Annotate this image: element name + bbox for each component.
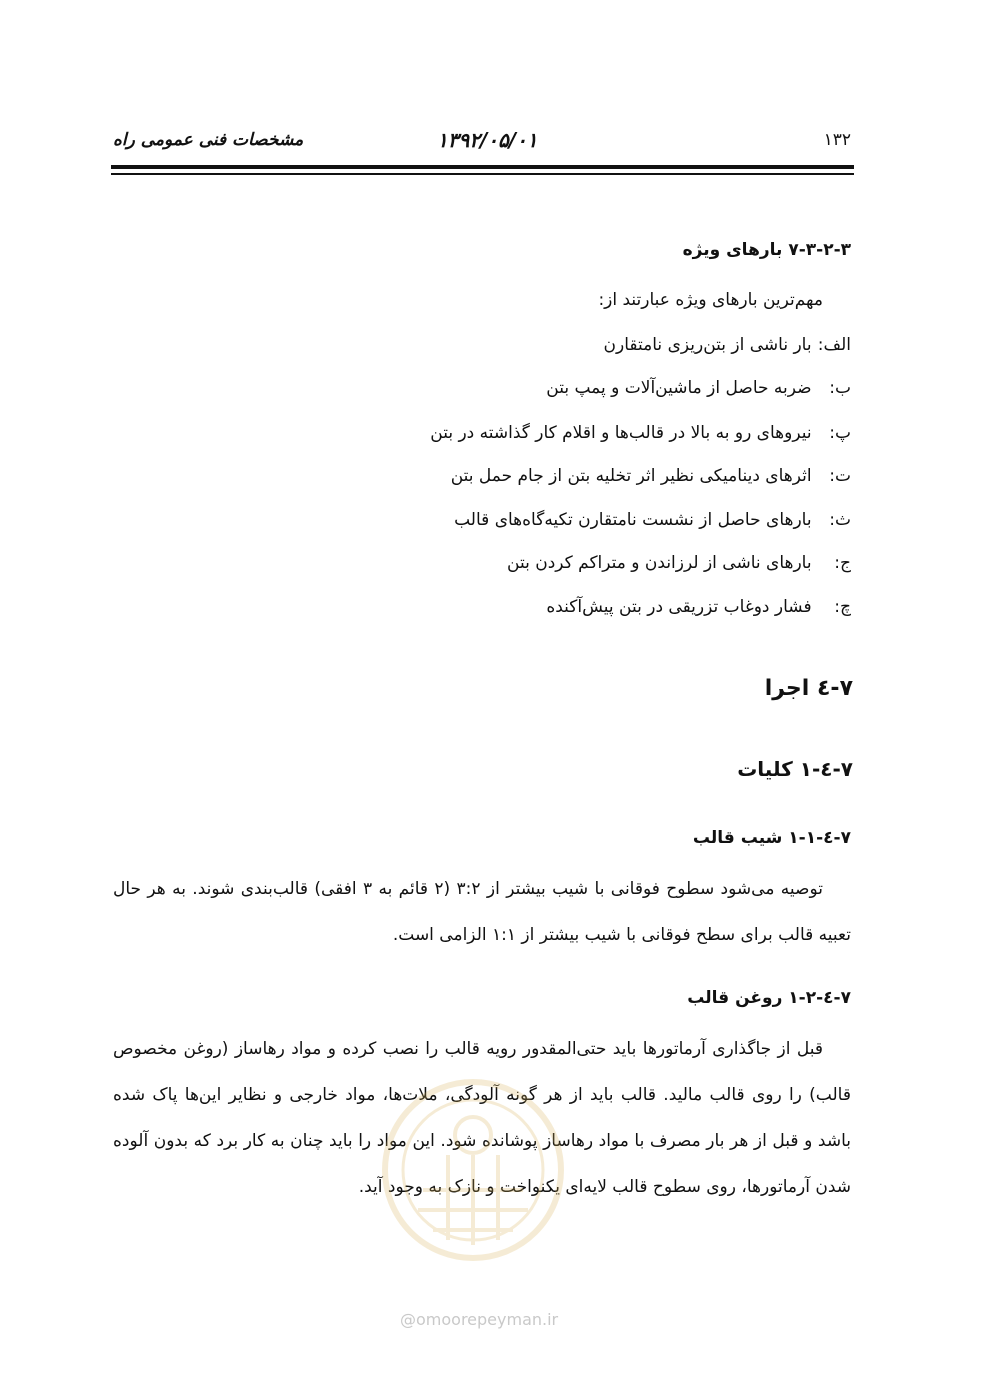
special-loads-intro: مهم‌ترین بارهای ویژه عبارتند از: [598,290,823,310]
heading-special-loads: ۷-۳-۲-۳ بارهای ویژه [682,240,851,260]
list-item-text: فشار دوغاب تزریقی در بتن پیش‌آکنده [546,597,812,617]
list-item [546,378,851,398]
list-item-text: ضربه حاصل از ماشین‌آلات و پمپ بتن [546,378,812,398]
watermark-seal-logo [378,1060,568,1310]
header-rule-thick [111,165,854,169]
list-item [604,335,851,355]
list-item-text: نیروهای رو به بالا در قالب‌ها و اقلام کار گذاشته در بتن [430,423,812,443]
list-item-label: الف: [817,335,851,355]
header-title: مشخصات فنی عمومی راه [113,130,304,150]
page-number: ۱۳۲ [823,130,851,150]
list-item-text: بار ناشی از بتن‌ریزی نامتقارن [603,335,812,355]
form-slope-text: توصیه می‌شود سطوح فوقانی با شیب بیشتر از ۳:۲ (۲ قائم به ۳ افقی) قالب‌بندی شوند. به هر حال تعبیه قالب برای سطح فوقانی با شیب بیشتر از ۱:۱ الزامی است. [113,879,851,945]
header-date: ۱۳۹۲/۰۵/۰۱ [437,128,538,152]
heading-form-oil: ۷-٤-۱-۲ روغن قالب [687,988,851,1008]
list-item-label: ج: [834,553,851,573]
list-item-label: ب: [829,378,851,398]
form-oil-text: قبل از جاگذاری آرماتورها باید حتی‌المقدور رویه قالب را نصب کرده و مواد رهاساز (روغن مخصوص قالب) را روی قالب مالید. قالب باید از هر گونه آلودگی، ملات‌ها، مواد خارجی و نظایر این‌ها پاک شده باشد و قبل از هر بار مصرف با مواد رهاساز پوشانده شود. این مواد را باید چنان به کار برد که بدون آلوده شدن آرماتورها، روی سطوح قالب لایه‌ای یکنواخت و نازک به وجود آید. [113,1039,851,1197]
heading-execution: ۷-٤ اجرا [764,676,853,701]
form-slope-paragraph [113,866,851,958]
list-item-text: بارهای حاصل از نشست نامتقارن تکیه‌گاه‌های قالب [454,510,812,530]
heading-general: ۷-٤-۱ کلیات [737,757,853,781]
list-item [507,553,851,573]
list-item [454,510,851,530]
list-item-label: ث: [829,510,851,530]
list-item [546,597,851,617]
page-header [113,130,853,160]
list-item-text: بارهای ناشی از لرزاندن و متراکم کردن بتن [507,553,812,573]
list-item-text: اثرهای دینامیکی نظیر اثر تخلیه بتن از جام حمل بتن [450,466,812,486]
list-item-label: ت: [829,466,851,486]
header-rule-thin [111,173,854,175]
list-item-label: چ: [834,597,851,617]
heading-form-slope: ۷-٤-۱-۱ شیب قالب [692,828,851,848]
list-item [451,466,851,486]
list-item [430,423,851,443]
list-item-label: پ: [829,423,851,443]
watermark-url: @omoorepeyman.ir [400,1310,559,1329]
